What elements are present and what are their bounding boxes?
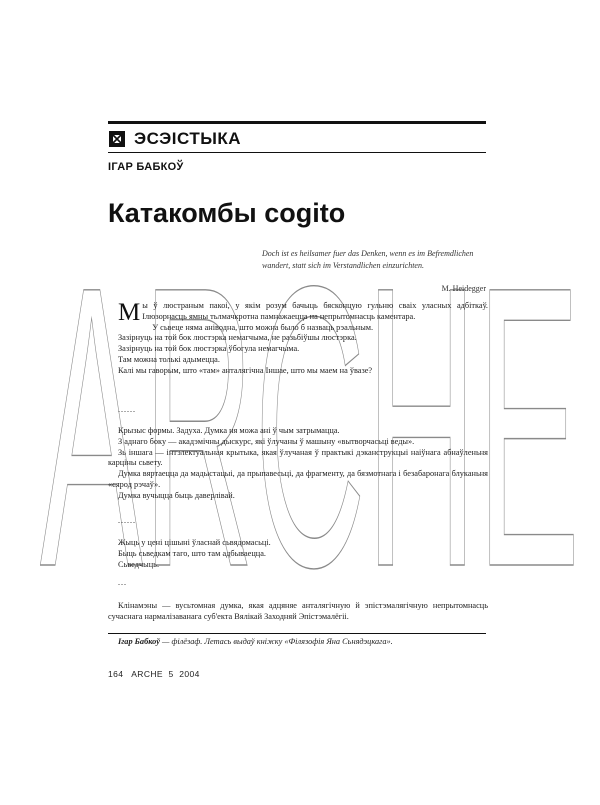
paragraph: Калі мы гаворым, што «там» анталягічна Іншае, што мы маем на ўвазе?	[118, 365, 373, 375]
bio-text: — філёзаф. Летась выдаў кніжку «Філязофія Яна Сьнядэцкага».	[159, 637, 393, 646]
square-bullet-icon	[108, 130, 126, 148]
paragraph: Думка вяртаецца да мадыстацыі, да прыпавесьці, да фрагменту, да бязмотнага і безабаронага блуканьня «сярод рэчаў».	[108, 469, 488, 489]
author-name: ІГАР БАБКОЎ	[108, 161, 184, 173]
section-header	[108, 128, 241, 150]
paragraph: У сьвеце няма аніводна, што можна было б назваць рэальным.	[152, 322, 374, 332]
paragraph: Сьведчыць.	[118, 559, 160, 569]
epigraph-text: Doch ist es heilsamer fuer das Denken, wenn es im Befremdlichen wandert, statt sich im Verstandlichen einzurichten.	[262, 249, 474, 270]
paragraph: Крызыс формы. Задуха. Думка ня можа ані ў чым затрымацца.	[118, 426, 340, 435]
paragraph: Думка вучыцца быць даверлівай.	[118, 490, 235, 500]
separator-dots: ......	[118, 405, 136, 414]
paragraph: Зазірнуць на той бок люстэрка немагчыма, не разьбіўшы люстэрка.	[118, 333, 357, 343]
paragraph	[108, 299, 488, 326]
journal-name: ARCHE	[131, 669, 163, 679]
article-title: Катакомбы cogito	[108, 198, 346, 228]
paragraph: Быць сьведкам таго, што там адбываецца.	[118, 548, 266, 558]
separator	[108, 405, 488, 416]
epigraph-source: M. Heidegger	[441, 284, 486, 293]
drop-cap: М	[118, 299, 141, 326]
separator	[108, 578, 488, 589]
paragraph: Жыць у цені цішыні ўласнай сьвядомасьці.	[118, 538, 271, 547]
paragraph: Зь іншага — інтэлектуальная крытыка, якая ўлучаная ў практыкі дэканструкцыі наіўнага абнаўленьня карціны сьвету.	[108, 447, 488, 468]
body-block-1	[108, 301, 488, 377]
paragraph: Клінамэны — вусьтомная думка, якая адцяняе анталягічную й эпістэмалягічную непрытомнасць сучаснага нармалізаванага суб'екта Вялікай Заходняй Эпістэмалёгіі.	[108, 601, 488, 621]
watermark-text: ARCHE	[40, 203, 580, 625]
separator-dots: ...	[118, 578, 127, 587]
paragraph-text: ы ў люстраным пакоі, у якім розум бачыць бясконцую гульню сваіх уласных адбіткаў. Ілюзорнасць ямны тьлмачкротна памнажаецца на непрытомнасць каментара.	[142, 301, 488, 321]
separator	[108, 516, 488, 527]
separator-dots: ......	[118, 516, 136, 525]
author-bio	[118, 637, 488, 646]
header-rule	[108, 152, 486, 153]
paragraph: Там можна толькі адымецца.	[118, 354, 220, 364]
paragraph: Зазірнуць на той бок люстэрка ўбогула немагчыма.	[118, 344, 300, 354]
bio-name: Ігар Бабкоў	[118, 637, 160, 646]
body-block-3	[108, 538, 488, 570]
bottom-rule	[108, 633, 486, 634]
issue-number: 5	[168, 669, 174, 679]
paragraph: З аднаго боку — акадэмічны дыскурс, які ўлучаны ў машыну «вытворчасьці веды».	[118, 436, 415, 446]
issue-year: 2004	[179, 669, 200, 679]
top-rule	[108, 121, 486, 124]
body-block-4	[108, 601, 488, 623]
section-label: ЭСЭІСТЫКА	[134, 129, 241, 148]
page-number: 164	[108, 669, 124, 679]
page-footer	[108, 669, 200, 679]
body-block-2	[108, 426, 488, 502]
